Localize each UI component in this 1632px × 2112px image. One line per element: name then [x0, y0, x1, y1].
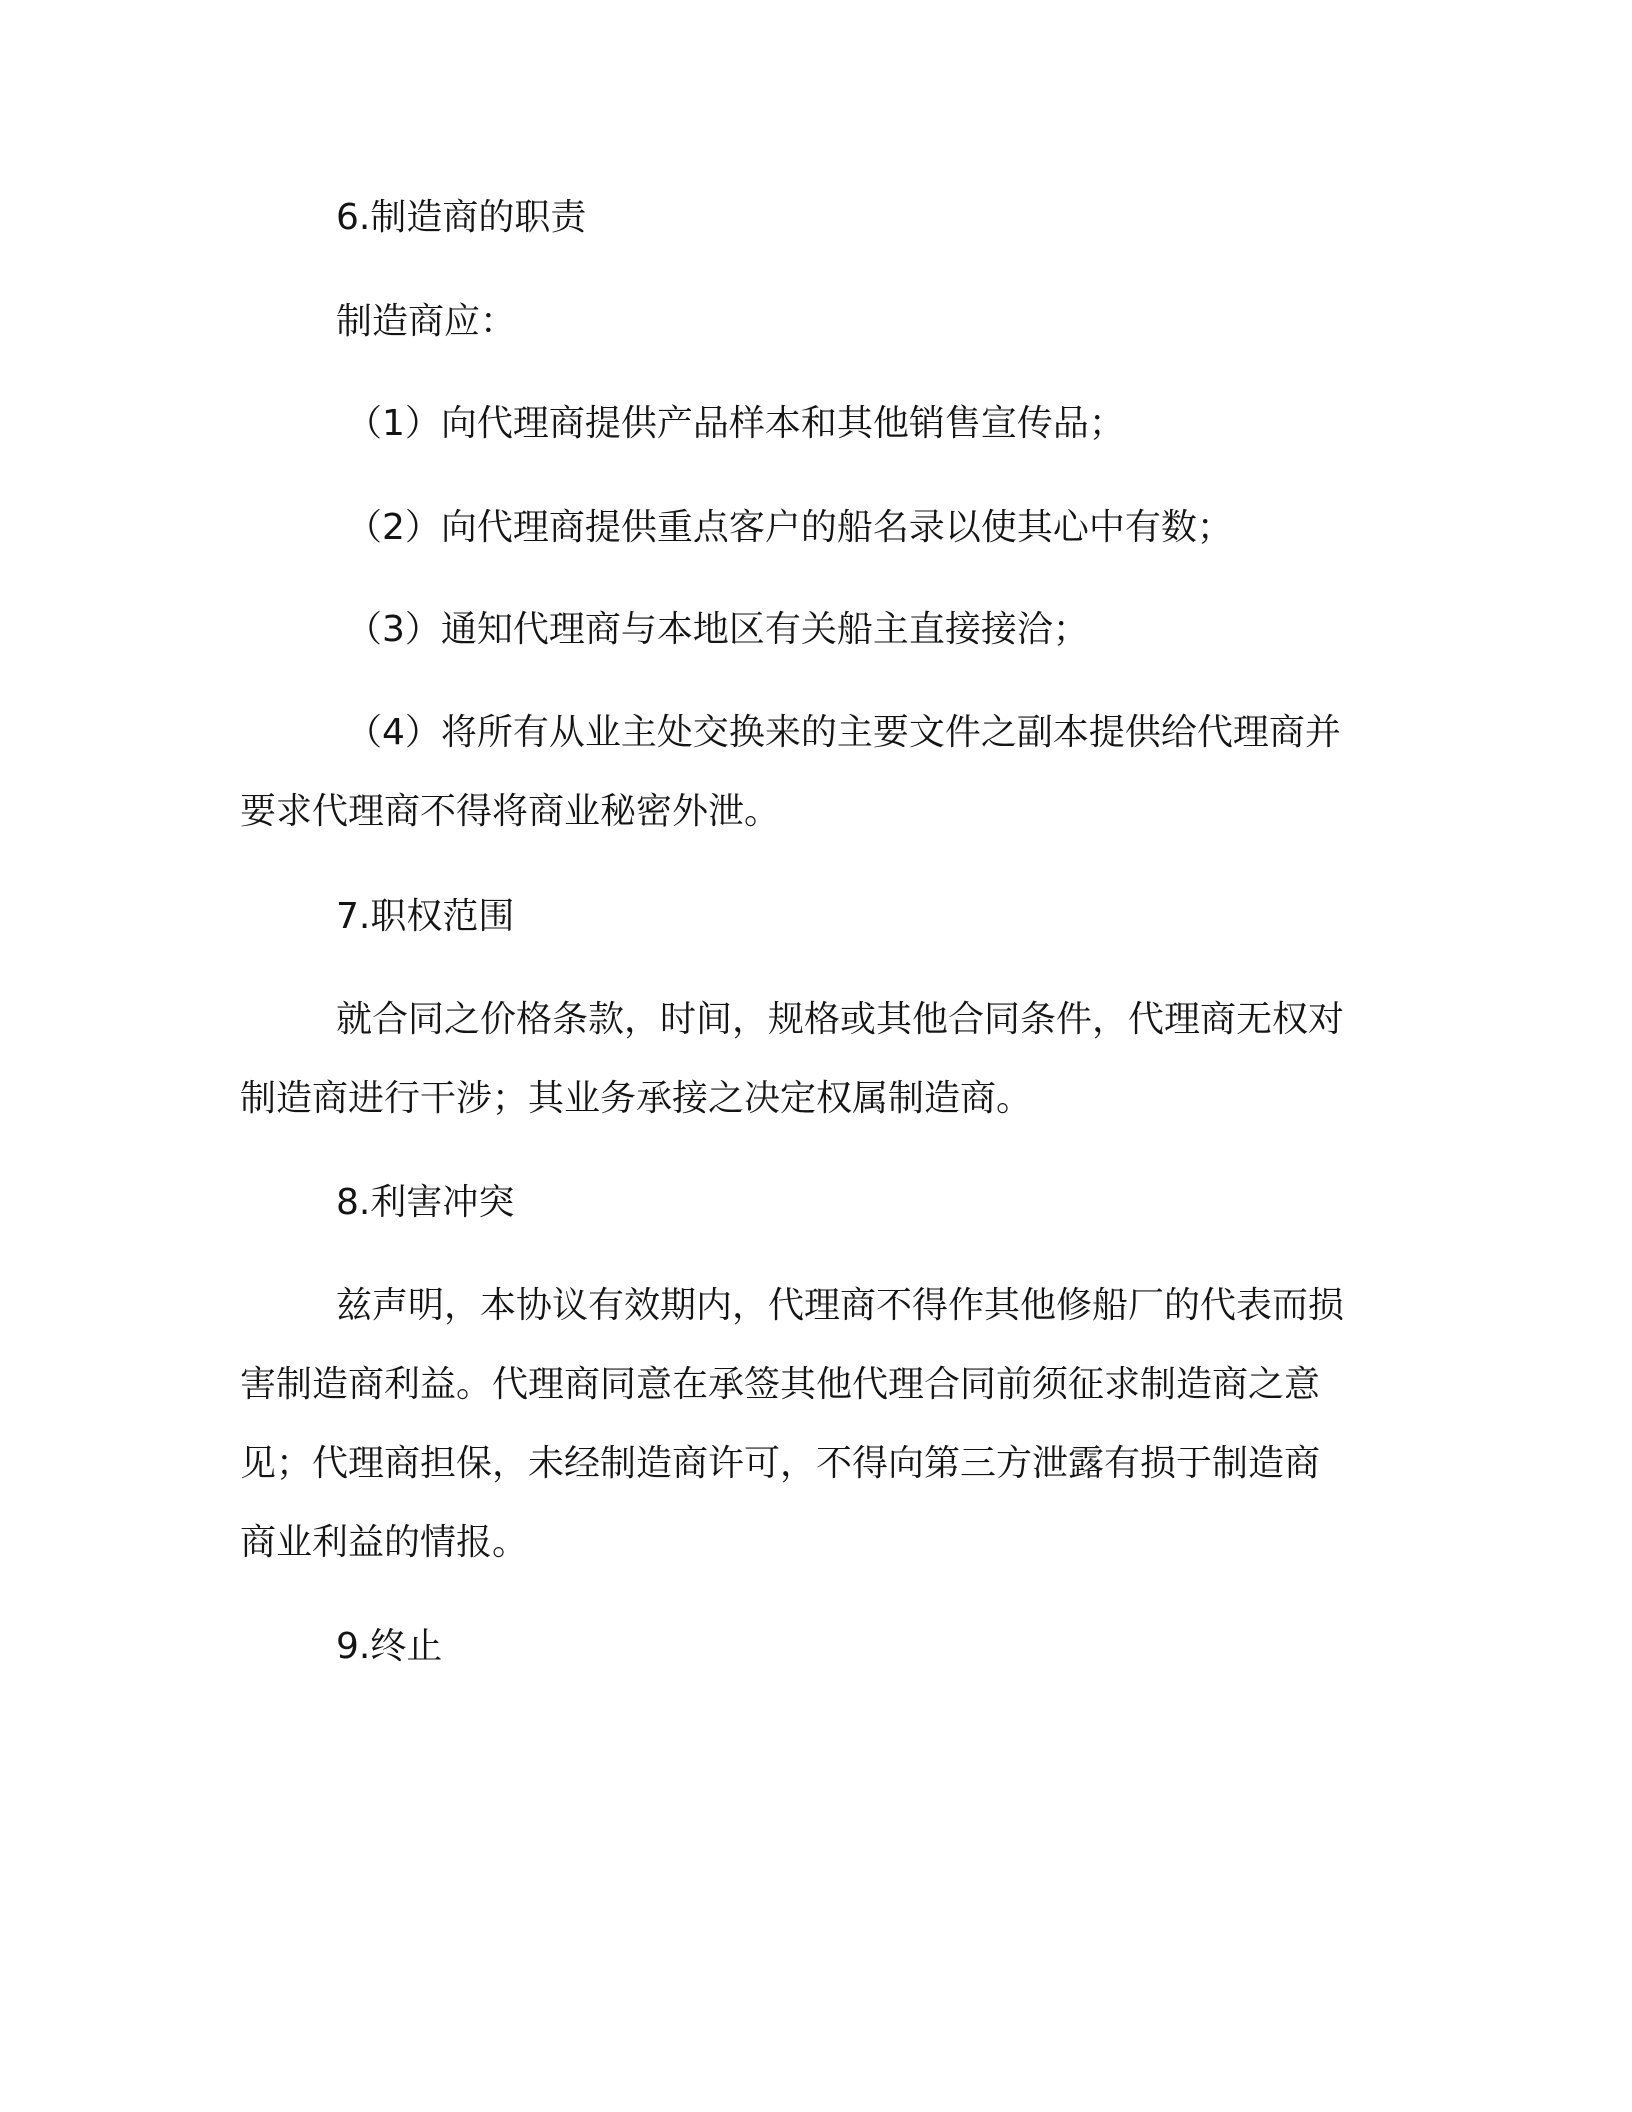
section-6-item-4-line-2: 要求代理商不得将商业秘密外泄。: [240, 791, 781, 832]
section-6-item-3: （3）通知代理商与本地区有关船主直接接洽；: [346, 609, 1089, 650]
section-8-line-2: 害制造商利益。代理商同意在承签其他代理合同前须征求制造商之意: [240, 1364, 1321, 1405]
section-7-line-2: 制造商进行干涉；其业务承接之决定权属制造商。: [240, 1078, 1033, 1119]
section-6-heading: 6.制造商的职责: [336, 197, 587, 238]
section-7-line-1: 就合同之价格条款，时间，规格或其他合同条件，代理商无权对: [336, 999, 1345, 1040]
section-8-line-1: 兹声明，本协议有效期内，代理商不得作其他修船厂的代表而损: [336, 1285, 1345, 1326]
section-8-line-3: 见；代理商担保，未经制造商许可，不得向第三方泄露有损于制造商: [240, 1443, 1321, 1484]
section-6-intro: 制造商应：: [336, 301, 517, 342]
section-7-heading: 7.职权范围: [336, 896, 515, 937]
section-8-line-4: 商业利益的情报。: [240, 1522, 529, 1563]
section-9-heading: 9.终止: [336, 1626, 443, 1667]
section-8-heading: 8.利害冲突: [336, 1182, 515, 1223]
section-8-paragraph: [240, 1266, 1390, 1582]
section-6-item-1: （1）向代理商提供产品样本和其他销售宣传品；: [346, 403, 1125, 444]
section-6-item-4-line-1: （4）将所有从业主处交换来的主要文件之副本提供给代理商并: [346, 712, 1341, 753]
section-6-item-2: （2）向代理商提供重点客户的船名录以使其心中有数；: [346, 507, 1233, 548]
section-6-item-4: [240, 693, 1390, 851]
section-7-paragraph: [240, 980, 1390, 1138]
